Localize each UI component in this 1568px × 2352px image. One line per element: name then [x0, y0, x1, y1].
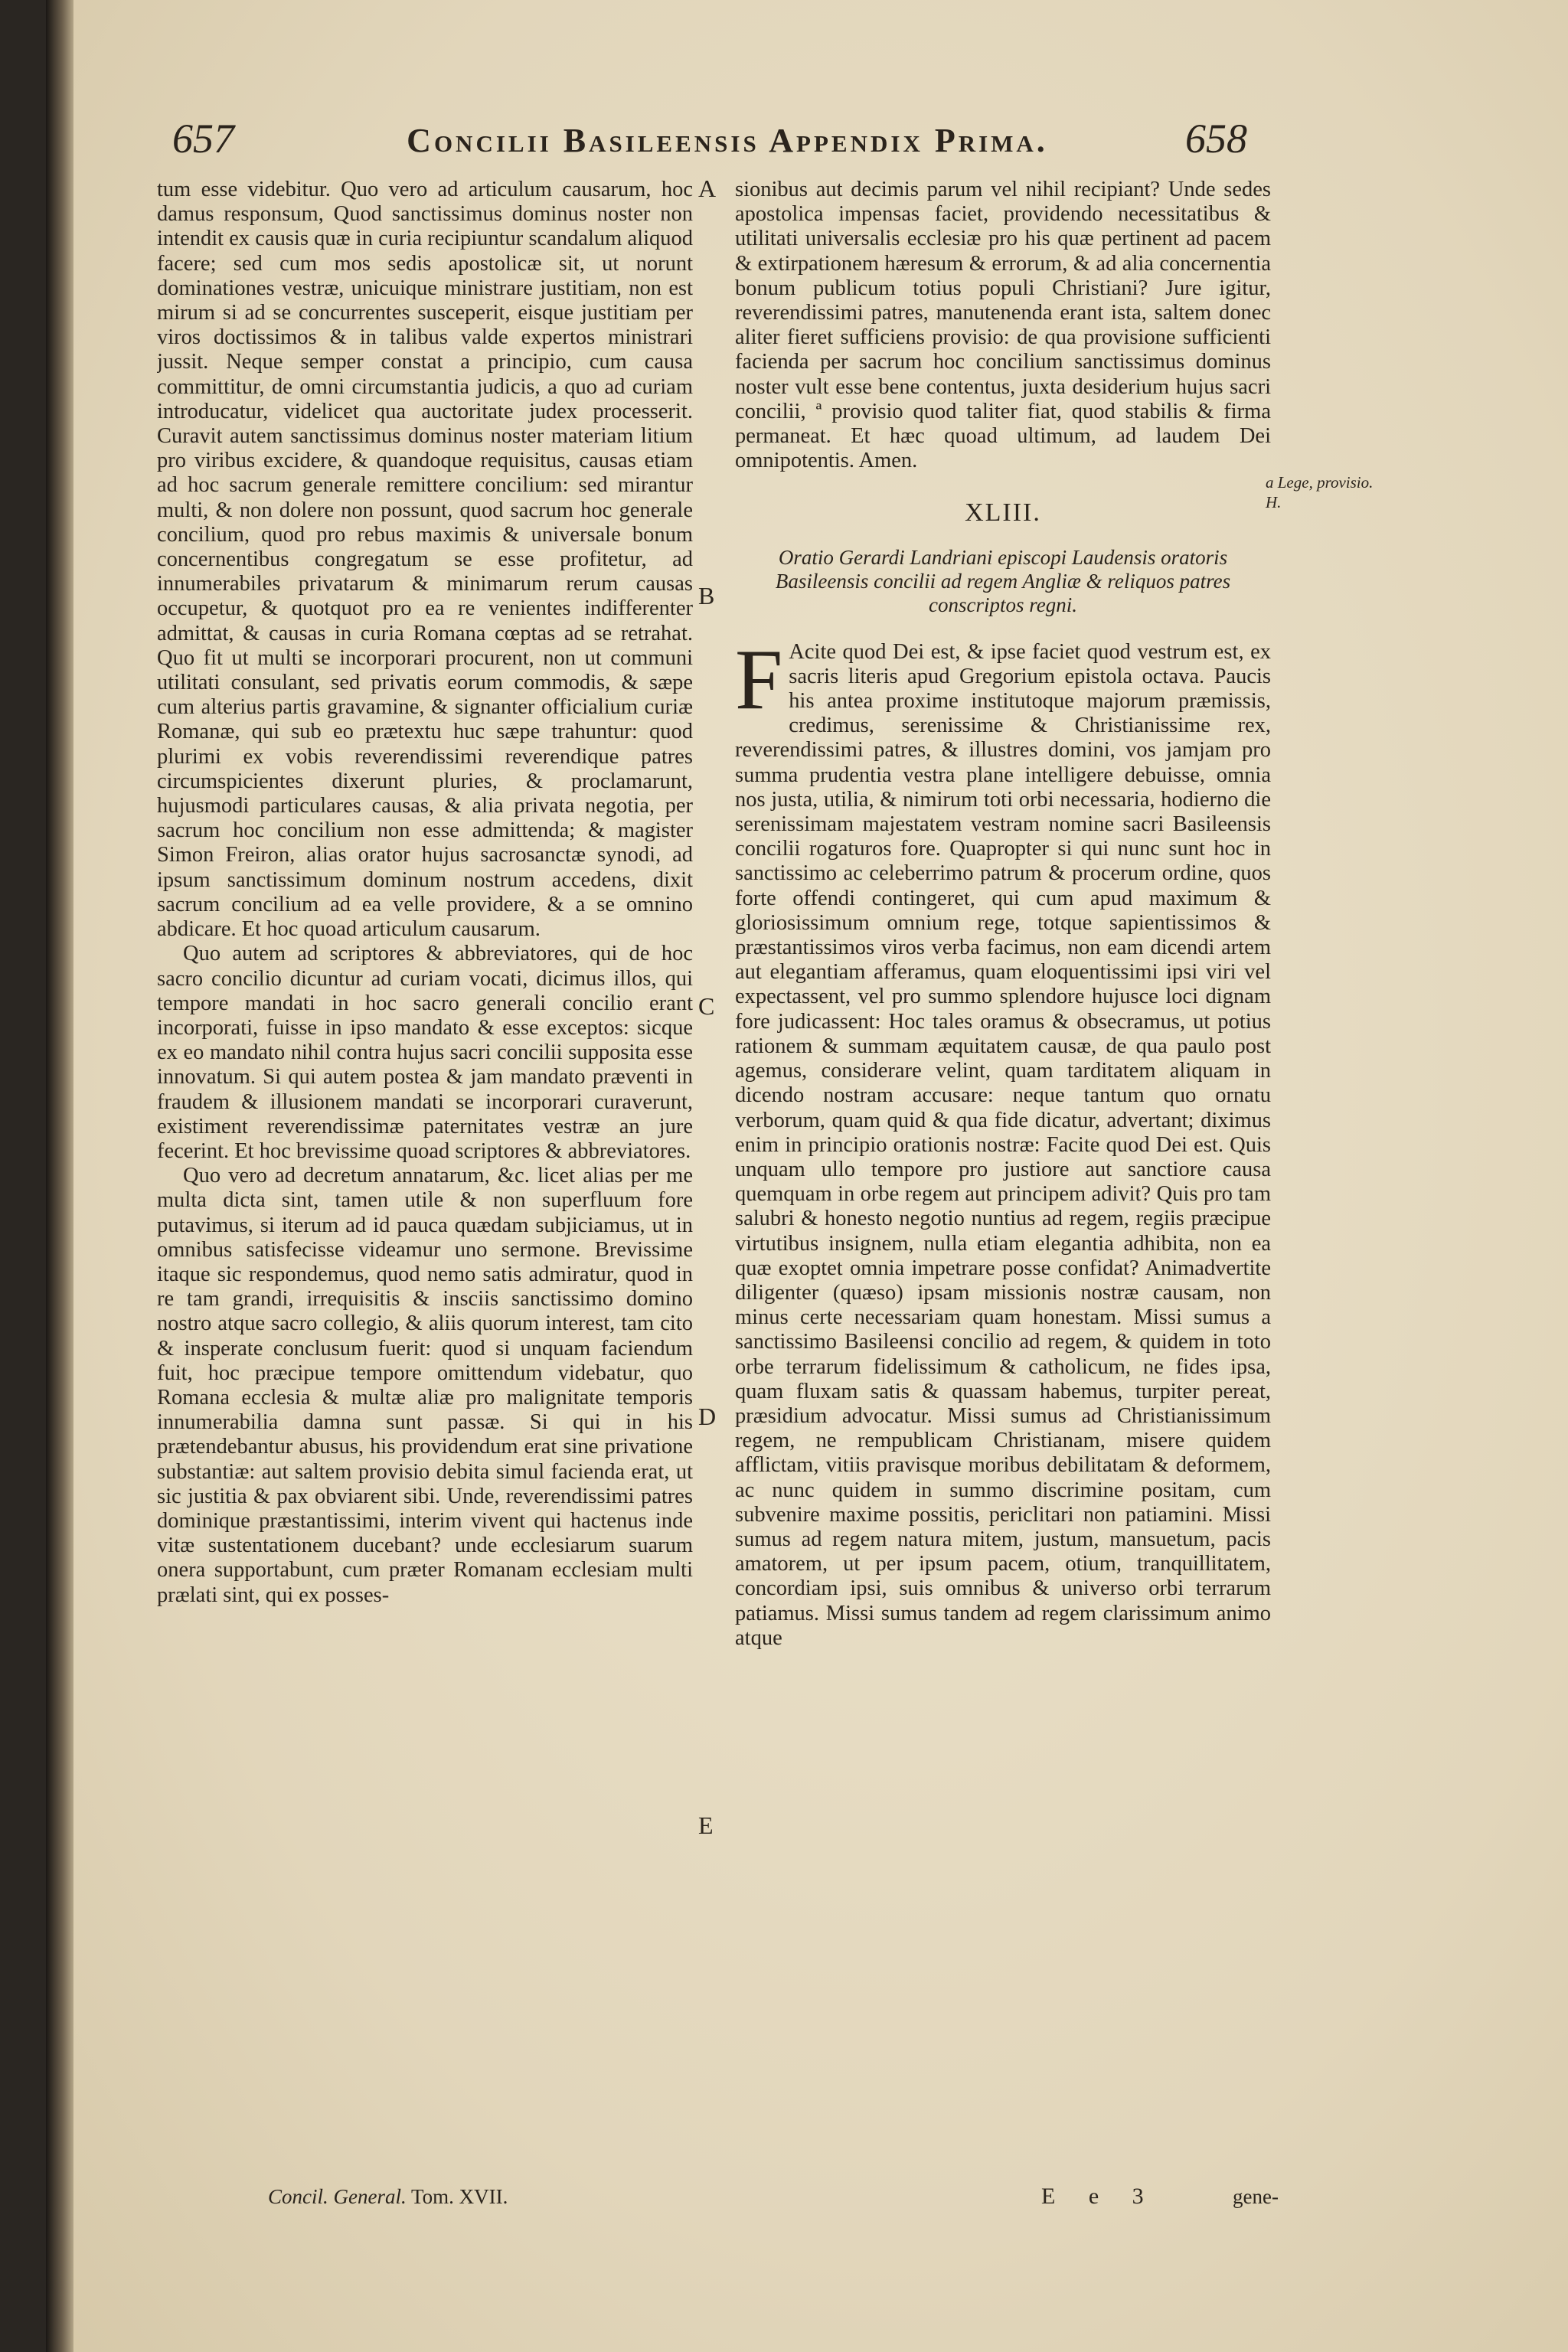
- book-page: [46, 0, 1568, 2352]
- oration-title: Oratio Gerardi Landriani episcopi Laudensis oratoris Basileensis concilii ad regem Angliæ & reliquos patres conscriptos regni.: [775, 545, 1231, 616]
- section-number: XLIII.: [965, 498, 1041, 528]
- footer-signature-volume: Tom. XVII.: [411, 2185, 508, 2208]
- oration-body: [735, 632, 1271, 1651]
- margin-letter-e: E: [698, 1811, 714, 1839]
- margin-letter-a: A: [698, 175, 717, 202]
- margin-letter-d: D: [698, 1403, 717, 1430]
- left-paragraph-2: Quo autem ad scriptores & abbreviatores, qui de hoc sacro concilio dicuntur ad curiam vocati, dicimus illos, qui tempore mandati in hoc sacro generali concilio erant incorporati, fuisse in ipso mandato & esse exceptos: sicque ex eo mandato nihil contra hujus sacri concilii suppositа esse innovatum. Si qui autem postea & jam mandato præventi in fraudem & illusionem mandati se incorporari curaverunt, existiment reverendissimæ paternitates vestræ an jure fecerint. Et hoc brevissime quoad scriptores & abbreviatores.: [157, 942, 693, 1163]
- page-gutter: [46, 0, 74, 2352]
- left-paragraph-1: tum esse videbitur. Quo vero ad articulum causarum, hoc damus responsum, Quod sanctissimus dominus noster non intendit ex causis quæ in curia recipiuntur scandalum aliquod facere; sed cum mos sedis apostolicæ sit, ut norunt dominationes vestræ, unicuique ministrare justitiam, non est mirum si ad se concurrentes susceperit, eisque justitiam per viros doctissimos & in talibus valde expertos ministrari jussit. Neque semper constat a principio, cum causa committitur, de omni circumstantia judicis, a quo ad curiam introducatur, videlicet qua auctoritate judex processerit. Curavit autem sanctissimus dominus noster materiam litium pro viribus excidere, & quandoque requisitus, causas etiam ad hoc sacrum generale remittere concilium: sed mirantur multi, & non dolere non possunt, quod sacrum hoc generale concilium, quod pro rebus maximis & universale bonum concernentibus congregatum se esse profitetur, ad innumerabiles privatarum & minimarum rerum causas occupetur, & quotquot pro ea re venientes indifferenter admittat, & causas in curia Romana cœptas ad se retrahat. Quo fit ut multi se incorporari procurent, non ut communi utilitati consulant, sed privatis eorum commodis, & sæpe cum alterius partis gravamine, & signanter officialium curiæ Romanæ, qui sub eo prætextu huc sæpe trahuntur: quod plurimi ex vobis reverendissimi reverendique patres circumspicientes dixerunt pluries, & proclamarunt, hujusmodi particulares causas, & alia privata negotia, per sacrum hoc concilium non esse admittenda; & magister Simon Freiron, alias orator hujus sacrosanctæ synodi, ad ipsum sanctissimum dominum nostrum accedens, dixit sacrum concilium ad ea velle providere, & a se omnino abdicare. Et hoc quoad articulum causarum.: [157, 178, 693, 942]
- right-column: [735, 178, 1271, 2191]
- margin-letter-c: C: [698, 992, 715, 1020]
- margin-letter-b: B: [698, 582, 715, 609]
- signature-mark: E e 3: [1041, 2184, 1158, 2209]
- catchword: gene-: [1233, 2185, 1279, 2208]
- left-paragraph-3: Quo vero ad decretum annatarum, &c. licet alias per me multa dicta sint, tamen utile & non superfluum fore putavimus, si iterum ad id pauca quædam subjiciamus, ut in omnibus satisfecisse videamur uno sermone. Brevissime itaque sic respondemus, quod nemo satis admiratur, quod in re tam grandi, irrequisitis & insciis sanctissimo domino nostro atque sacro collegio, & aliis quorum interest, tam cito & insperate conclusum fuerit: quod si unquam faciendum fuit, hoc præcipue tempore omittendum videbatur, quo Romana ecclesia & multæ aliæ pro malignitate temporis innumerabilia damna sunt passæ. Si qui in his prætendebantur abusus, his providendum erat sine privatione substantiæ: aut saltem provisio debita simul facienda erat, ut sic justitia & pax obviarent sibi. Unde, reverendissimi patres dominique præstantissimi, interim vivent qui hactenus inde vitæ sustentationem ducebant? unde ecclesiarum suarum onera supportabunt, cum præter Romanam ecclesiam multi prælati sint, qui ex posses-: [157, 1164, 693, 1607]
- footer-signature: [268, 2185, 508, 2209]
- marginal-note: a Lege, provisio. H.: [1266, 473, 1374, 511]
- footer-signature-title: Concil. General.: [268, 2185, 407, 2208]
- drop-cap: F: [735, 632, 783, 727]
- page-number-left: 657: [172, 116, 234, 162]
- running-title: Concilii Basileensis Appendix Prima.: [407, 122, 1048, 159]
- oration-text: Acite quod Dei est, & ipse faciet quod vestrum est, ex sacris literis apud Gregorium epistola octava. Paucis his antea proxime institutoque majorum præmissis, credimus, serenissime & Christianissime rex, reverendissimi patres, & illustres domini, vos jamjam pro summa prudentia vestra plane intelligere debuisse, omnia nos justa, utilia, & nimirum toti orbi necessaria, hodierno die serenissimam majestatem vestram nomine sacri Basileensis concilii rogaturos fore. Quapropter si qui nunc sunt hoc in sanctissimo ac celeberrimo patrum & procerum ordine, quos forte offendi contingeret, qui cum apud maximum & gloriosissimum omnium rege, totque sapientissimos & præstantissimos viros verba facimus, non eam dicendi artem aut elegantiam afferamus, quam eloquentissimi ipsi viri vel expectassent, vel pro summo splendore hujusce loci dignam fore judicassent: Hoc tales oramus & obsecramus, ut potius rationem & summam æquitatem causæ, de qua paulo post agemus, considerare velint, quam tarditatem aliquam in dicendo nostram accusare: neque tantum quo ornatu verborum, quam quid & qua fide dicatur, advertant; diximus enim in principio orationis nostræ: Facite quod Dei est. Quis unquam ullo tempore pro justiore aut sanctiore causa quemquam in orbe regem aut principem adivit? Quis pro tam salubri & honesto negotio nuntius ad regem, regiis præcipue virtutibus insignem, nulla etiam elegantia adhibita, non ea quæ exoptet omnia impetrare posse confidat? Animadvertite diligenter (quæso) ipsam missionis nostræ causam, non minus certe necessariam quam honestam. Missi sumus a sanctissimo Basileensi concilio ad regem, & quidem in toto orbe terrarum fidelissimum & catholicum, ne fides ipsa, quam fluxam satis & quassam habemus, turpiter pereat, præsidium advocatur. Missi sumus ad Christianissimum regem, ne rempublicam Christianam, misere quidem afflictam, vitiis pravisque moribus debilitatam & deformem, ac nunc quidem in summo discrimine positam, cum subvenire maxime possitis, periclitari non patiamini. Missi sumus ad regem natura mitem, justum, mansuetum, pacis amatorem, ut per ipsum pacem, otium, tranquillitatem, concordiam ipsi, suis omnibus & universo orbi terrarum patiamus. Missi sumus tandem ad regem clarissimum animo atque: [735, 639, 1271, 1650]
- left-column: [157, 178, 693, 2191]
- right-top-paragraph: sionibus aut decimis parum vel nihil recipiant? Unde sedes apostolica impensas faciet, providendo necessitatibus & utilitati universalis ecclesiæ pro his quæ pertinent ad pacem & extirpationem hæresum & errorum, & ad alia concernentia bonum publicum totius populi Christiani? Jure igitur, reverendissimi patres, manutenenda erant ista, saltem donec aliter fieret sufficiens provisio: de qua provisione sufficienti facienda per sacrum hoc concilium sanctissimus dominus noster vult esse bene contentus, juxta desiderium hujus sacri concilii, ª provisio quod taliter fiat, quod stabilis & firma permaneat. Et hæc quoad ultimum, ad laudem Dei omnipotentis. Amen.: [735, 178, 1271, 473]
- page-number-right: 658: [1185, 116, 1247, 162]
